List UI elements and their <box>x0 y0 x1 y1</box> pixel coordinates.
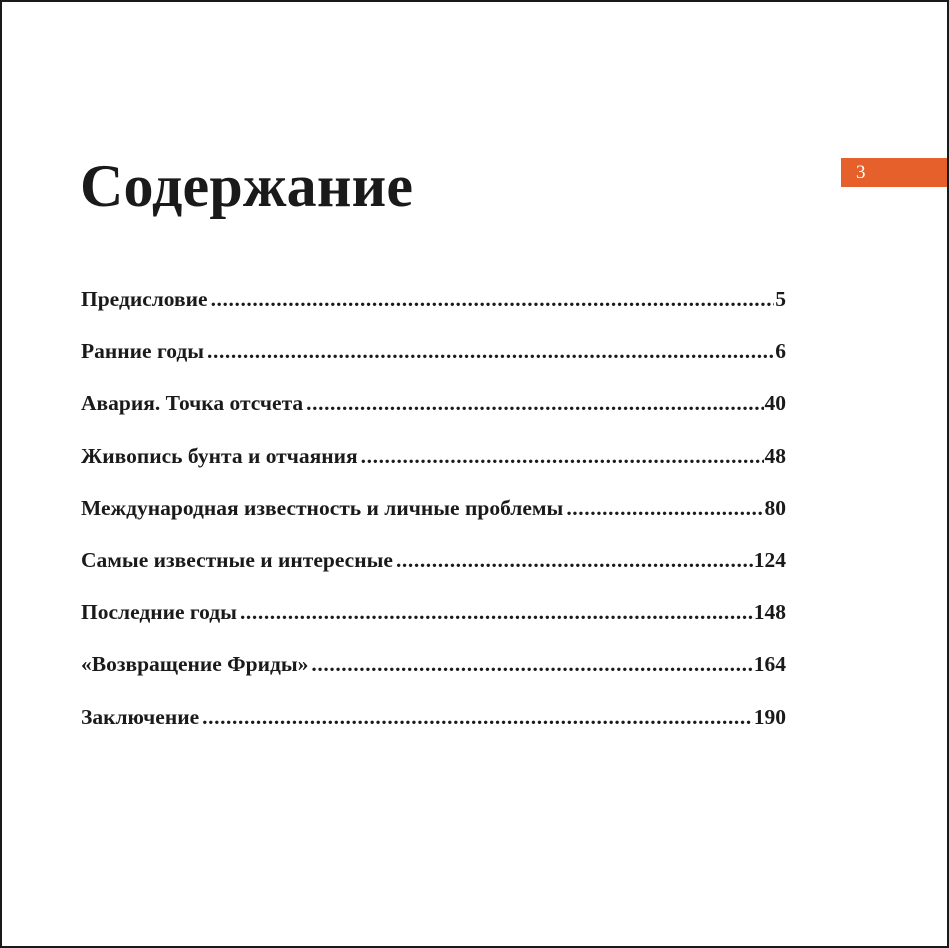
toc-entry-label: Живопись бунта и отчаяния <box>81 443 358 468</box>
toc-leader-dots <box>240 597 753 627</box>
page-number-tab <box>841 158 949 187</box>
toc-leader-dots <box>566 493 763 523</box>
toc-entry-page: 5 <box>775 287 786 311</box>
table-of-contents <box>81 284 786 754</box>
toc-entry-page: 48 <box>764 443 786 468</box>
toc-entry-label: Предисловие <box>81 287 208 311</box>
toc-entry-page: 6 <box>775 339 786 364</box>
toc-entry-label: Заключение <box>81 704 200 729</box>
toc-entry-page: 40 <box>764 391 786 416</box>
toc-entry[interactable] <box>81 545 786 597</box>
toc-entry[interactable] <box>81 493 786 545</box>
toc-entry-page: 124 <box>753 547 786 572</box>
toc-entry-label: «Возвращение Фриды» <box>81 652 309 677</box>
toc-entry-page: 80 <box>764 495 786 520</box>
page-title: Содержание <box>80 153 414 219</box>
toc-leader-dots <box>306 388 763 418</box>
toc-entry-page: 148 <box>753 600 786 625</box>
toc-entry[interactable] <box>81 284 786 336</box>
toc-entry-label: Последние годы <box>81 600 237 625</box>
toc-leader-dots <box>311 649 752 679</box>
toc-entry-label: Международная известность и личные проблемы <box>81 495 564 520</box>
toc-leader-dots <box>207 336 774 366</box>
toc-entry-label: Ранние годы <box>81 339 204 364</box>
toc-leader-dots <box>361 441 764 471</box>
toc-leader-dots <box>211 284 775 314</box>
toc-entry-page: 164 <box>753 652 786 677</box>
toc-entry[interactable] <box>81 441 786 493</box>
toc-entry-page: 190 <box>753 704 786 729</box>
toc-entry-label: Самые известные и интересные <box>81 547 393 572</box>
toc-leader-dots <box>202 702 753 732</box>
toc-entry[interactable] <box>81 702 786 754</box>
toc-entry-label: Авария. Точка отсчета <box>81 391 304 416</box>
toc-entry[interactable] <box>81 649 786 701</box>
toc-entry[interactable] <box>81 336 786 388</box>
toc-entry[interactable] <box>81 388 786 440</box>
page-number: 3 <box>856 162 866 183</box>
toc-leader-dots <box>396 545 753 575</box>
toc-entry[interactable] <box>81 597 786 649</box>
